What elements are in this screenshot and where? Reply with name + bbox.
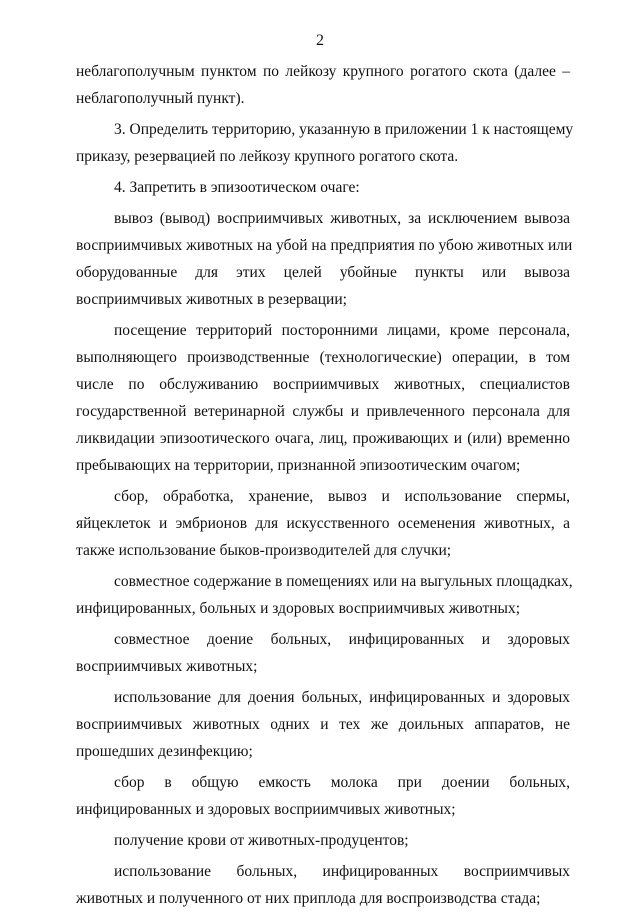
text-line: оборудованные для этих целей убойные пункты или вывоза bbox=[76, 264, 570, 281]
text-line: приказу, резервацией по лейкозу крупного рогатого скота. bbox=[76, 148, 459, 165]
paragraph bbox=[76, 483, 570, 564]
text-line: неблагополучный пункт). bbox=[76, 90, 245, 107]
text-line: 3. Определить территорию, указанную в приложении 1 к настоящему bbox=[114, 121, 574, 138]
page-number: 2 bbox=[316, 32, 324, 49]
paragraph bbox=[76, 58, 570, 112]
paragraph bbox=[76, 174, 570, 201]
text-line: восприимчивых животных; bbox=[76, 658, 258, 675]
text-line: также использование быков-производителей для случки; bbox=[76, 542, 452, 559]
text-line: инфицированных, больных и здоровых восприимчивых животных; bbox=[76, 600, 521, 617]
text-line: выполняющего производственные (технологические) операции, в том bbox=[76, 349, 570, 366]
paragraph bbox=[76, 205, 573, 313]
text-line: числе по обслуживанию восприимчивых животных, специалистов bbox=[76, 376, 570, 393]
paragraph bbox=[76, 684, 570, 765]
text-line: совместное содержание в помещениях или на выгульных площадках, bbox=[114, 573, 573, 590]
text-line: сбор в общую емкость молока при доении больных, bbox=[114, 774, 570, 791]
text-line: пребывающих на территории, признанной эпизоотическим очагом; bbox=[76, 457, 521, 474]
paragraph bbox=[76, 858, 570, 912]
paragraph bbox=[76, 568, 573, 622]
text-line: яйцеклеток и эмбрионов для искусственного осеменения животных, а bbox=[76, 515, 570, 532]
text-line: государственной ветеринарной службы и привлеченного персонала для bbox=[76, 403, 570, 420]
text-line: восприимчивых животных в резервации; bbox=[76, 291, 347, 308]
text-line: использование больных, инфицированных восприимчивых bbox=[114, 863, 570, 880]
paragraph bbox=[76, 317, 570, 479]
text-line: прошедших дезинфекцию; bbox=[76, 743, 253, 760]
text-line: сбор, обработка, хранение, вывоз и использование спермы, bbox=[114, 488, 570, 505]
text-line: восприимчивых животных одних и тех же доильных аппаратов, не bbox=[76, 716, 570, 733]
text-line: использование для доения больных, инфицированных и здоровых bbox=[114, 689, 570, 706]
text-line: неблагополучным пунктом по лейкозу крупного рогатого скота (далее – bbox=[76, 63, 570, 80]
text-line: инфицированных и здоровых восприимчивых животных; bbox=[76, 801, 456, 818]
text-line: посещение территорий посторонними лицами, кроме персонала, bbox=[114, 322, 570, 339]
paragraph bbox=[76, 626, 570, 680]
document-body bbox=[76, 58, 574, 912]
text-line: восприимчивых животных на убой на предприятия по убою животных или bbox=[76, 237, 573, 254]
text-line: получение крови от животных-продуцентов; bbox=[114, 832, 409, 849]
paragraph bbox=[76, 827, 570, 854]
text-line: совместное доение больных, инфицированных и здоровых bbox=[114, 631, 570, 648]
text-line: животных и полученного от них приплода для воспроизводства стада; bbox=[76, 890, 541, 907]
paragraph bbox=[76, 116, 574, 170]
text-line: вывоз (вывод) восприимчивых животных, за исключением вывоза bbox=[114, 210, 570, 227]
text-line: 4. Запретить в эпизоотическом очаге: bbox=[114, 179, 360, 196]
text-line: ликвидации эпизоотического очага, лиц, проживающих и (или) временно bbox=[76, 430, 570, 447]
paragraph bbox=[76, 769, 570, 823]
